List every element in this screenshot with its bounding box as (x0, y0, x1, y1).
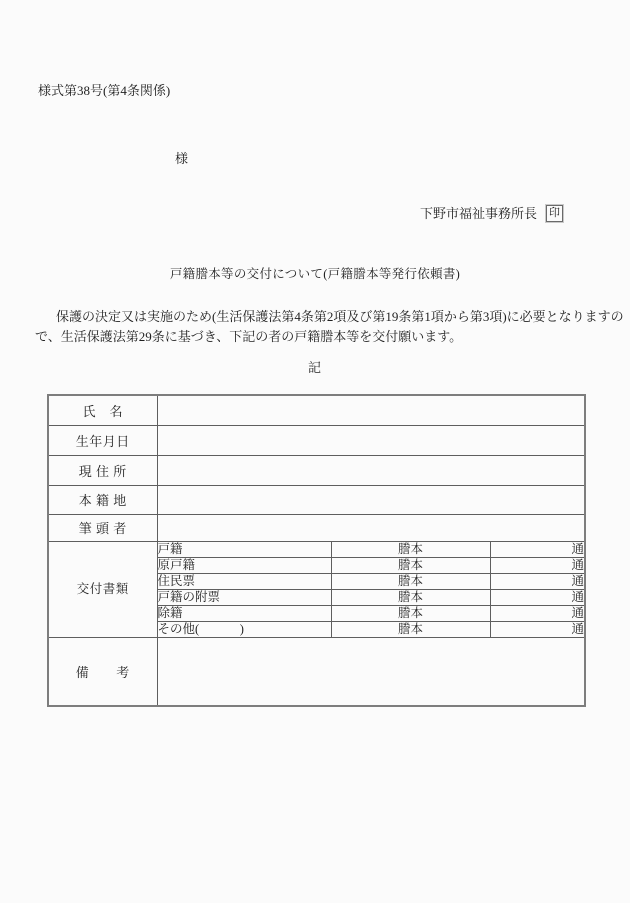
count-unit-cell: 通 (490, 541, 585, 557)
sender-title: 下野市福祉事務所長 (420, 206, 538, 221)
count-unit-cell: 通 (490, 605, 585, 621)
table-row-head-of-family (48, 514, 585, 541)
table-row-remarks (48, 637, 585, 706)
record-marker: 記 (307, 360, 322, 375)
table-row-birthdate (48, 425, 585, 455)
copy-type-cell: 謄本 (331, 541, 490, 557)
field-value-remarks (157, 637, 585, 706)
field-label-head-of-family: 筆 頭 者 (48, 514, 157, 541)
table-row-doc-koseki (48, 541, 585, 557)
count-unit-cell: 通 (490, 621, 585, 637)
field-value-current-address (157, 455, 585, 485)
field-label-birthdate: 生年月日 (48, 425, 157, 455)
copy-type-cell: 謄本 (331, 621, 490, 637)
seal-stamp-icon: 印 (549, 207, 560, 219)
field-label-remarks: 備 考 (48, 637, 157, 706)
count-unit-cell: 通 (490, 589, 585, 605)
count-unit-cell: 通 (490, 573, 585, 589)
doc-type-cell: 原戸籍 (157, 557, 331, 573)
copy-type-cell: 謄本 (331, 589, 490, 605)
copy-type-cell: 謄本 (331, 605, 490, 621)
copy-type-cell: 謄本 (331, 557, 490, 573)
doc-type-cell: その他( ) (157, 621, 331, 637)
addressee-suffix: 様 (175, 151, 189, 166)
request-table (47, 394, 586, 707)
table-row-name (48, 395, 585, 425)
field-value-name (157, 395, 585, 425)
doc-type-cell: 戸籍 (157, 541, 331, 557)
table-row-registered-domicile (48, 485, 585, 514)
doc-type-cell: 戸籍の附票 (157, 589, 331, 605)
field-label-registered-domicile: 本 籍 地 (48, 485, 157, 514)
count-unit-cell: 通 (490, 557, 585, 573)
field-label-issued-documents: 交付書類 (48, 541, 157, 637)
field-label-name: 氏 名 (48, 395, 157, 425)
body-paragraph (35, 307, 624, 347)
seal-box (546, 205, 563, 222)
form-number: 様式第38号(第4条関係) (38, 83, 171, 98)
doc-type-cell: 住民票 (157, 573, 331, 589)
sender-line (420, 205, 560, 222)
body-line-1: 保護の決定又は実施のため(生活保護法第4条第2項及び第19条第1項から第3項)に必要となりますの (56, 309, 624, 324)
table-row-current-address (48, 455, 585, 485)
copy-type-cell: 謄本 (331, 573, 490, 589)
field-label-current-address: 現 住 所 (48, 455, 157, 485)
document-title: 戸籍謄本等の交付について(戸籍謄本等発行依頼書) (169, 267, 461, 281)
doc-type-cell: 除籍 (157, 605, 331, 621)
field-value-birthdate (157, 425, 585, 455)
field-value-registered-domicile (157, 485, 585, 514)
field-value-head-of-family (157, 514, 585, 541)
body-line-2: で、生活保護法第29条に基づき、下記の者の戸籍謄本等を交付願います。 (35, 329, 463, 344)
